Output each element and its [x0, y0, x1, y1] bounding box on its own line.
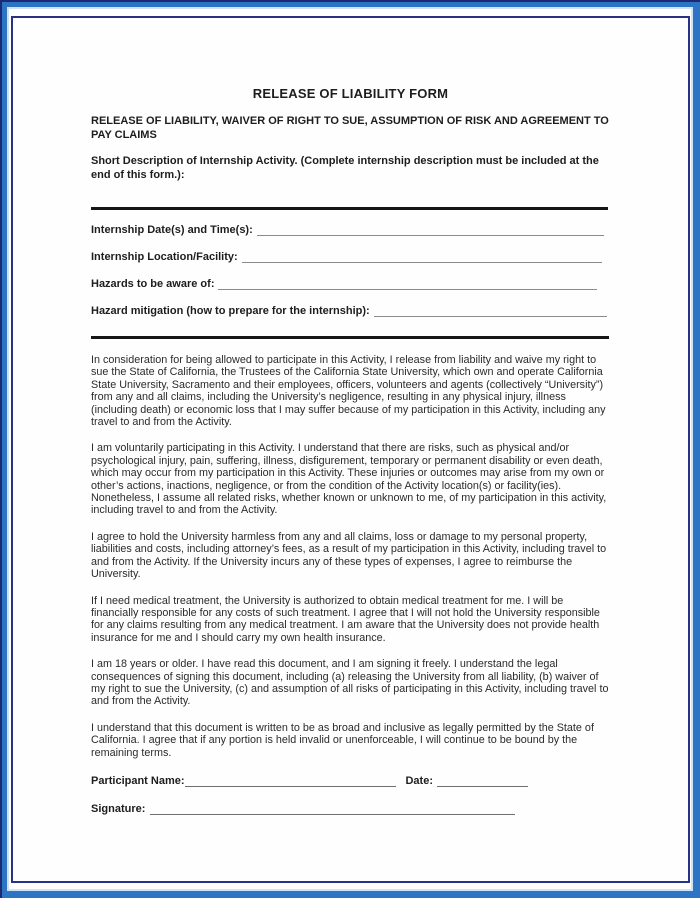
field-internship-location-label: Internship Location/Facility:: [91, 251, 238, 263]
field-hazard-mitigation: [91, 303, 610, 317]
field-hazard-mitigation-input-line[interactable]: [374, 303, 607, 317]
date-input-line[interactable]: [437, 773, 528, 787]
field-internship-dates-input-line[interactable]: [257, 222, 604, 236]
participant-name-date-row: [91, 773, 528, 787]
field-hazards: [91, 276, 610, 290]
paragraph-medical-treatment: If I need medical treatment, the University is authorized to obtain medical treatment for me. I will be financially responsible for any costs of such treatment. I agree that I will not hold the University responsible for any claims resulting from any medical treatment. I am aware that the University does not provide health insurance for me and I should carry my own health insurance.: [91, 594, 600, 644]
field-internship-location-input-line[interactable]: [242, 249, 602, 263]
date-label: Date:: [405, 774, 433, 787]
field-hazard-mitigation-label: Hazard mitigation (how to prepare for the internship):: [91, 305, 370, 317]
signature-row: [91, 801, 515, 815]
legal-paragraphs: [91, 354, 610, 759]
form-title: RELEASE OF LIABILITY FORM: [252, 86, 449, 101]
field-internship-dates: [91, 222, 610, 236]
paragraph-assumption-of-risk: I am voluntarily participating in this Activity. I understand that there are risks, such as physical and/or psychological injury, pain, suffering, illness, disfigurement, temporary or permanent disability or even death, which may occur from my participation in this Activity. These injuries or outcomes may arise from my own or other’s actions, inactions, negligence, or from the condition of the Activity location(s) or facility(ies). Nonetheless, I assume all related risks, whether known or unknown to me, of my participation in this activity, including travel to and from the Activity.: [91, 442, 607, 517]
field-internship-location: [91, 249, 610, 263]
paragraph-release-of-liability: In consideration for being allowed to participate in this Activity, I release from liability and waive my right to sue the State of California, the Trustees of the California State University, which own and operate California State University, Sacramento and their employees, officers, volunteers and agents (collectively “University”) from any and all claims, including the University’s negligence, resulting in any physical injury, illness (including death) or economic loss that I may suffer because of my participation in this Activity, including any travel to and from the Activity.: [91, 354, 606, 429]
paragraph-age-and-consent: I am 18 years or older. I have read this document, and I am signing it freely. I understand the legal consequences of signing this document, including (a) releasing the University from all liability, (b) waiver of my right to sue the University, (c) and assumption of all risks of participating in this Activity, including travel to and from the Activity.: [91, 658, 609, 708]
section-divider-top: [91, 207, 608, 210]
short-description-label: Short Description of Internship Activity. (Complete internship description must be included at the end of this form.):: [91, 155, 599, 181]
field-internship-dates-label: Internship Date(s) and Time(s):: [91, 224, 253, 236]
section-divider-bottom: [91, 336, 609, 339]
signature-label: Signature:: [91, 802, 146, 815]
form-content: [91, 0, 610, 815]
field-hazards-input-line[interactable]: [218, 276, 597, 290]
paragraph-hold-harmless: I agree to hold the University harmless from any and all claims, loss or damage to my personal property, liabilities and costs, including attorney’s fees, as a result of my participation in this Activity, including travel to and from the Activity. If the University incurs any of these types of expenses, I agree to reimburse the University.: [91, 530, 607, 581]
participant-name-label: Participant Name:: [91, 774, 185, 787]
signature-input-line[interactable]: [150, 801, 515, 815]
form-subtitle: RELEASE OF LIABILITY, WAIVER OF RIGHT TO SUE, ASSUMPTION OF RISK AND AGREEMENT TO PAY CLAIMS: [91, 115, 609, 141]
internship-fields: [91, 222, 610, 317]
field-hazards-label: Hazards to be aware of:: [91, 278, 215, 290]
paragraph-severability: I understand that this document is written to be as broad and inclusive as legally permitted by the State of California. I agree that if any portion is held invalid or unenforceable, I will continue to be bound by the remaining terms.: [91, 721, 594, 759]
participant-name-input-line[interactable]: [185, 773, 397, 787]
